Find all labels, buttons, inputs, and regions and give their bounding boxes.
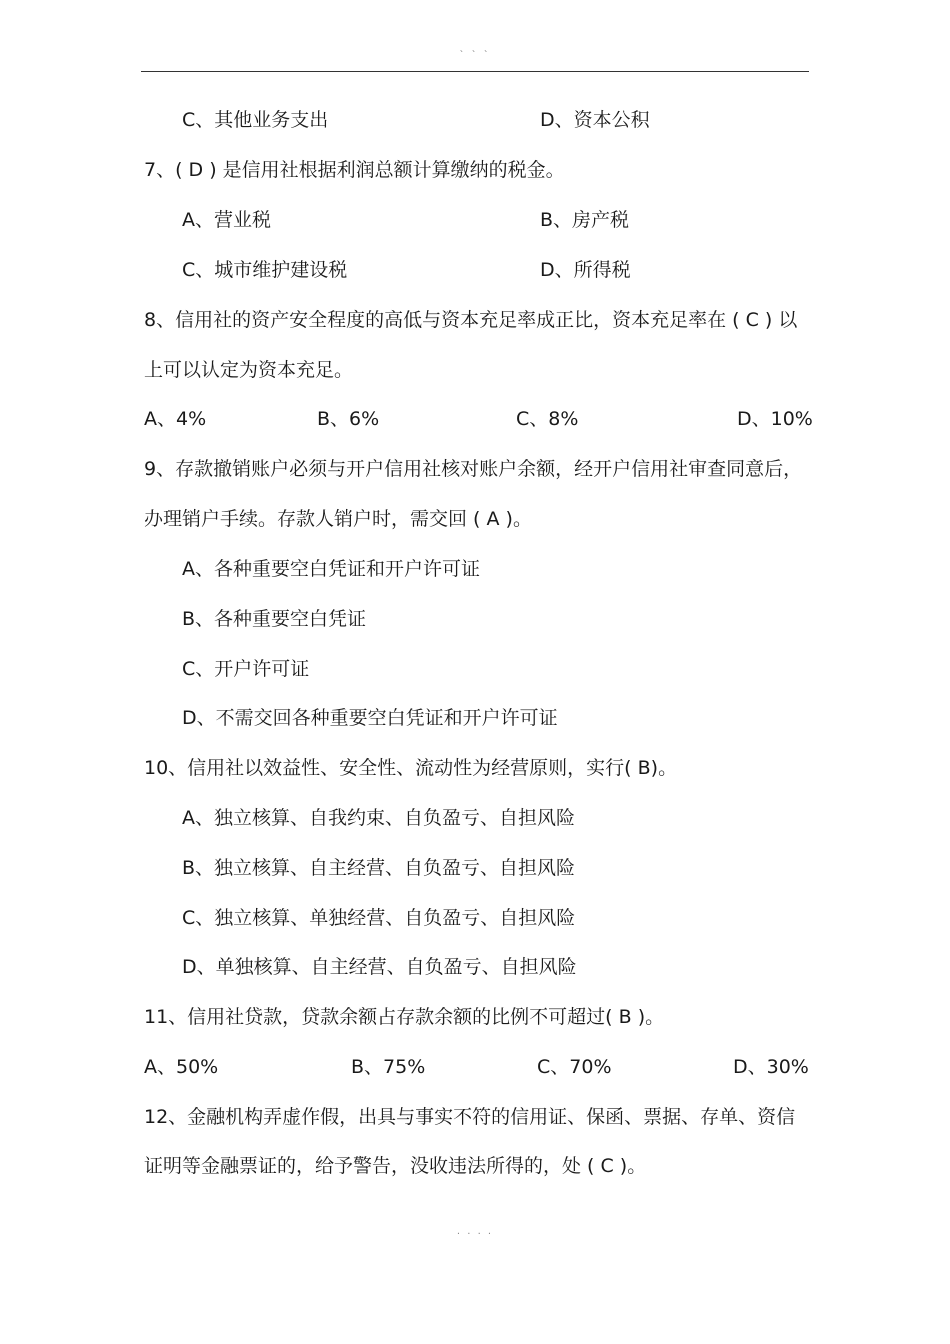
question-9-line-1: 9、存款撤销账户必须与开户信用社核对账户余额，经开户信用社审查同意后， — [144, 458, 803, 480]
question-8-line-2: 上可以认定为资本充足。 — [144, 359, 354, 381]
q9-option-d: D、不需交回各种重要空白凭证和开户许可证 — [182, 707, 558, 729]
question-12-line-1: 12、金融机构弄虚作假，出具与事实不符的信用证、保函、票据、存单、资信 — [144, 1106, 796, 1128]
q9-option-b: B、各种重要空白凭证 — [182, 608, 367, 630]
question-9-line-2: 办理销户手续。存款人销户时，需交回 ( A )。 — [144, 508, 532, 530]
q9-option-c: C、开户许可证 — [182, 658, 310, 680]
q7-option-a: A、营业税 — [182, 209, 271, 231]
q11-option-b: B、75% — [351, 1056, 426, 1078]
question-10: 10、信用社以效益性、安全性、流动性为经营原则，实行( B)。 — [144, 757, 678, 779]
question-12-line-2: 证明等金融票证的，给予警告，没收违法所得的，处 ( C )。 — [144, 1155, 647, 1177]
q10-option-b: B、独立核算、自主经营、自负盈亏、自担风险 — [182, 857, 576, 879]
q8-option-c: C、8% — [516, 408, 579, 430]
q8-option-d: D、10% — [737, 408, 813, 430]
question-8-line-1: 8、信用社的资产安全程度的高低与资本充足率成正比，资本充足率在 ( C ) 以 — [144, 309, 798, 331]
q10-option-d: D、单独核算、自主经营、自负盈亏、自担风险 — [182, 956, 577, 978]
q7-option-d: D、所得税 — [540, 259, 631, 281]
q11-option-c: C、70% — [537, 1056, 612, 1078]
q7-option-b: B、房产税 — [540, 209, 630, 231]
question-11: 11、信用社贷款，贷款余额占存款余额的比例不可超过( B )。 — [144, 1006, 665, 1028]
header-rule — [141, 71, 809, 72]
q8-option-b: B、6% — [317, 408, 380, 430]
q8-option-a: A、4% — [144, 408, 207, 430]
q10-option-c: C、独立核算、单独经营、自负盈亏、自担风险 — [182, 907, 576, 929]
q10-option-a: A、独立核算、自我约束、自负盈亏、自担风险 — [182, 807, 575, 829]
q11-option-d: D、30% — [733, 1056, 809, 1078]
q9-option-a: A、各种重要空白凭证和开户许可证 — [182, 558, 480, 580]
question-7: 7、( D ) 是信用社根据利润总额计算缴纳的税金。 — [144, 159, 565, 181]
q7-option-c: C、城市维护建设税 — [182, 259, 348, 281]
footer-mark: . . . . — [456, 1226, 494, 1237]
q11-option-a: A、50% — [144, 1056, 219, 1078]
option-d-prev: D、资本公积 — [540, 109, 650, 131]
option-c-prev: C、其他业务支出 — [182, 109, 329, 131]
header-mark: ` ` ` — [459, 50, 491, 61]
